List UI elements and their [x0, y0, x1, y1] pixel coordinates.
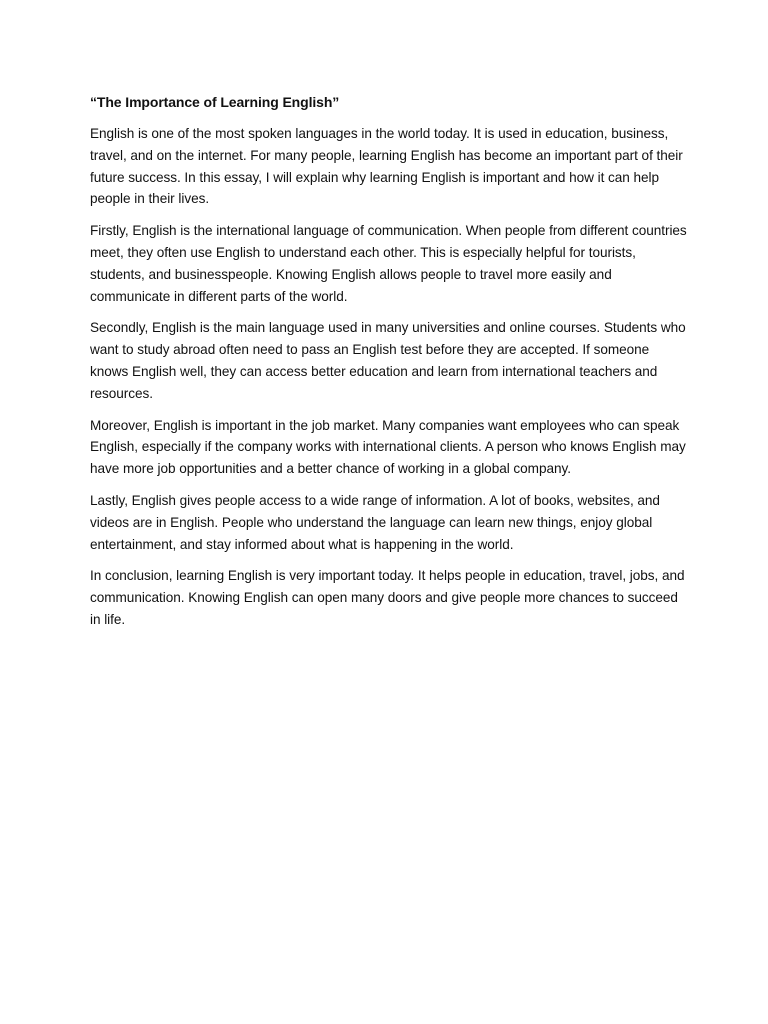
document-page — [90, 91, 690, 641]
paragraph-conclusion: In conclusion, learning English is very important today. It helps people in education, travel, jobs, and communication. Knowing English can open many doors and give people more chances to succeed in life. — [90, 568, 685, 627]
paragraph-lastly: Lastly, English gives people access to a wide range of information. A lot of books, websites, and videos are in English. People who understand the language can learn new things, enjoy global entertainment, and stay informed about what is happening in the world. — [90, 492, 660, 552]
paragraph-introduction: English is one of the most spoken languages in the world today. It is used in education, business, travel, and on the internet. For many people, learning English has become an important part of their future success. In this essay, I will explain why learning English is important and how it can help people in their lives. — [90, 126, 683, 207]
paragraph-moreover: Moreover, English is important in the job market. Many companies want employees who can speak English, especially if the company works with international clients. A person who knows English may have more job opportunities and a better chance of working in a global company. — [90, 417, 686, 477]
paragraph-firstly: Firstly, English is the international language of communication. When people from different countries meet, they often use English to understand each other. This is especially helpful for tourists, students, and businesspeople. Knowing English allows people to travel more easily and communicate in different parts of the world. — [90, 223, 687, 304]
paragraph-secondly: Secondly, English is the main language used in many universities and online courses. Students who want to study abroad often need to pass an English test before they are accepted. If someone knows English well, they can access better education and learn from international teachers and resources. — [90, 320, 686, 401]
essay-title: “The Importance of Learning English” — [90, 94, 340, 110]
